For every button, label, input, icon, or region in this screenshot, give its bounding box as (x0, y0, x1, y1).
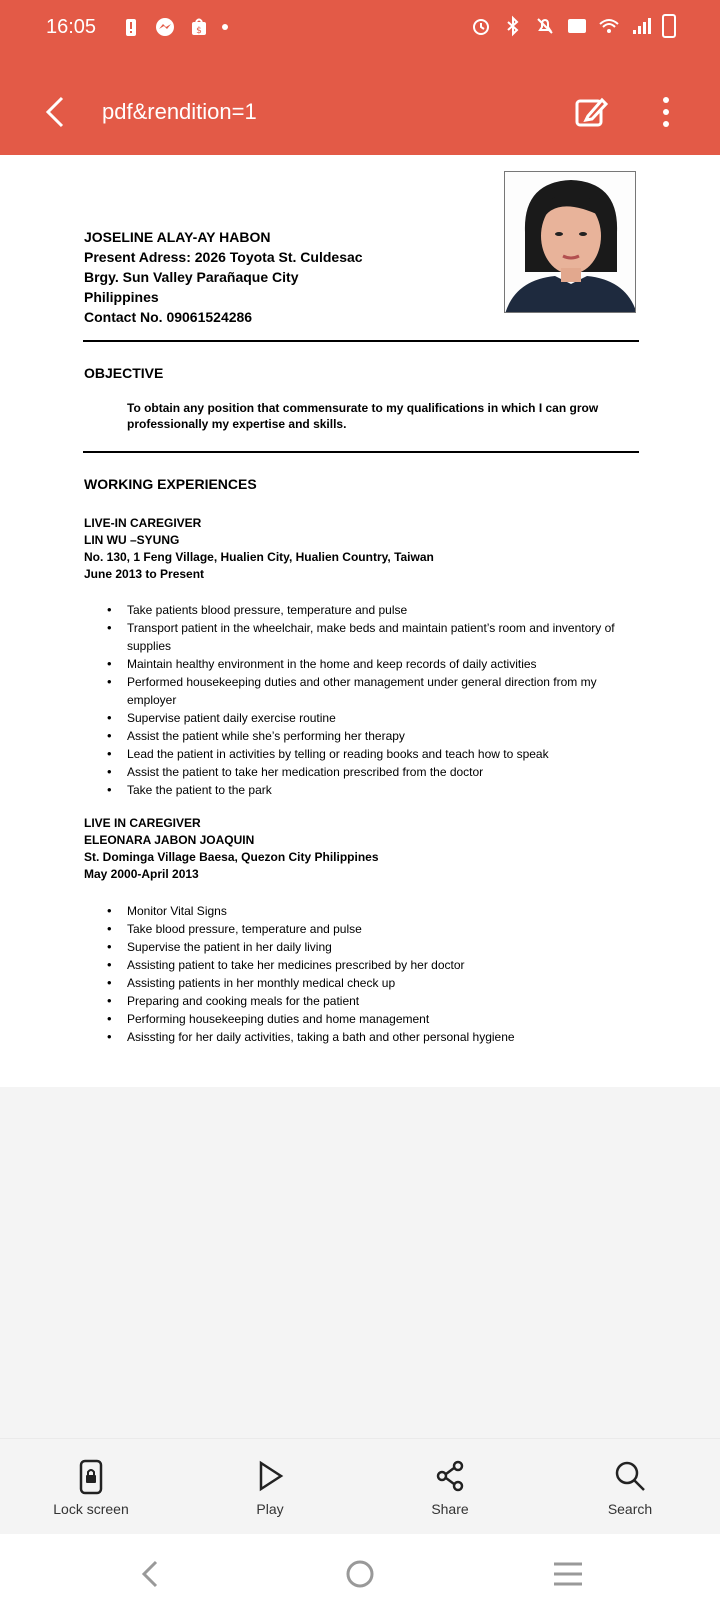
back-arrow-icon[interactable] (38, 92, 74, 132)
system-nav-bar (0, 1534, 720, 1612)
duty-item: • Asissting for her daily activities, taking a bath and other personal hygiene (127, 1028, 627, 1046)
mute-icon (534, 15, 556, 37)
duty-item: • Take the patient to the park (127, 781, 627, 799)
bottom-toolbar (0, 1438, 720, 1534)
status-time: 16:05 (46, 16, 97, 38)
duty-item: • Lead the patient in activities by telling or reading books and teach how to speak (127, 745, 627, 763)
search-button[interactable] (560, 1439, 700, 1535)
address-country: Philippines (84, 289, 159, 305)
job-period: May 2000-April 2013 (84, 867, 199, 881)
search-label: Search (607, 1501, 653, 1517)
play-label: Play (256, 1501, 284, 1517)
status-system-icons (470, 14, 676, 38)
nav-home-icon[interactable] (340, 1556, 380, 1592)
lock-screen-label: Lock screen (53, 1501, 129, 1517)
duty-item: • Monitor Vital Signs (127, 902, 627, 920)
search-icon (613, 1459, 647, 1493)
alarm-icon (470, 15, 492, 37)
divider-line (83, 340, 639, 342)
more-notifications-dot (222, 24, 228, 30)
objective-heading: OBJECTIVE (84, 365, 164, 381)
svg-text:$: $ (196, 26, 202, 36)
duty-item: • Performed housekeeping duties and other management under general direction from my employer (127, 673, 627, 709)
duty-item: • Assist the patient to take her medication prescribed from the doctor (127, 763, 627, 781)
nav-recents-icon[interactable] (548, 1556, 588, 1592)
job-address: No. 130, 1 Feng Village, Hualien City, Hualien Country, Taiwan (84, 550, 434, 564)
work-heading: WORKING EXPERIENCES (84, 476, 257, 492)
job-employer: LIN WU –SYUNG (84, 533, 180, 547)
duty-item: • Assisting patient to take her medicines prescribed by her doctor (127, 956, 627, 974)
duty-item: • Preparing and cooking meals for the patient (127, 992, 627, 1010)
volte-icon (566, 15, 588, 37)
job-2-duties (127, 902, 627, 1046)
job-title: LIVE-IN CAREGIVER (84, 516, 202, 530)
contact-block (84, 227, 363, 327)
address-line-2: Brgy. Sun Valley Parañaque City (84, 269, 299, 285)
contact-number: Contact No. 09061524286 (84, 309, 253, 325)
battery-alert-icon (120, 16, 142, 38)
lock-screen-icon (77, 1459, 105, 1495)
duty-item: • Assist the patient while she’s performing her therapy (127, 727, 627, 745)
status-notification-icons (120, 16, 228, 38)
nav-back-icon[interactable] (132, 1556, 172, 1592)
duty-item: • Take patients blood pressure, temperature and pulse (127, 601, 627, 619)
duty-item: • Performing housekeeping duties and home management (127, 1010, 627, 1028)
play-icon (255, 1459, 285, 1493)
lock-screen-button[interactable] (21, 1439, 161, 1535)
divider-line (83, 451, 639, 453)
wifi-icon (598, 15, 620, 37)
job-period: June 2013 to Present (84, 567, 205, 581)
document-title: pdf&rendition=1 (102, 99, 257, 124)
edit-icon[interactable] (572, 92, 612, 132)
signal-icon (630, 15, 652, 37)
shop-icon (188, 16, 210, 38)
duty-item: • Supervise the patient in her daily living (127, 938, 627, 956)
share-label: Share (431, 1501, 469, 1517)
more-options-icon[interactable] (660, 96, 672, 128)
applicant-name: JOSELINE ALAY-AY HABON (84, 229, 271, 245)
duty-item: • Take blood pressure, temperature and pulse (127, 920, 627, 938)
job-title: LIVE IN CAREGIVER (84, 816, 201, 830)
job-1-header (84, 515, 434, 583)
battery-icon (662, 14, 676, 38)
duty-item: • Maintain healthy environment in the home and keep records of daily activities (127, 655, 627, 673)
duty-item: • Assisting patients in her monthly medical check up (127, 974, 627, 992)
objective-text: To obtain any position that commensurate to my qualifications in which I can grow professionally my expertise and skills. (127, 401, 599, 431)
duty-item: • Supervise patient daily exercise routine (127, 709, 627, 727)
job-address: St. Dominga Village Baesa, Quezon City Philippines (84, 850, 379, 864)
duty-item: • Transport patient in the wheelchair, make beds and maintain patient’s room and inventory of supplies (127, 619, 627, 655)
share-icon (434, 1459, 466, 1493)
job-employer: ELEONARA JABON JOAQUIN (84, 833, 255, 847)
job-2-header (84, 815, 379, 883)
share-button[interactable] (380, 1439, 520, 1535)
job-1-duties (127, 601, 627, 799)
play-button[interactable] (200, 1439, 340, 1535)
app-header (0, 0, 720, 155)
applicant-photo (504, 171, 636, 313)
address-line-1: Present Adress: 2026 Toyota St. Culdesac (84, 249, 363, 265)
pdf-page (0, 155, 720, 1087)
bluetooth-icon (502, 15, 524, 37)
messenger-icon (154, 16, 176, 38)
